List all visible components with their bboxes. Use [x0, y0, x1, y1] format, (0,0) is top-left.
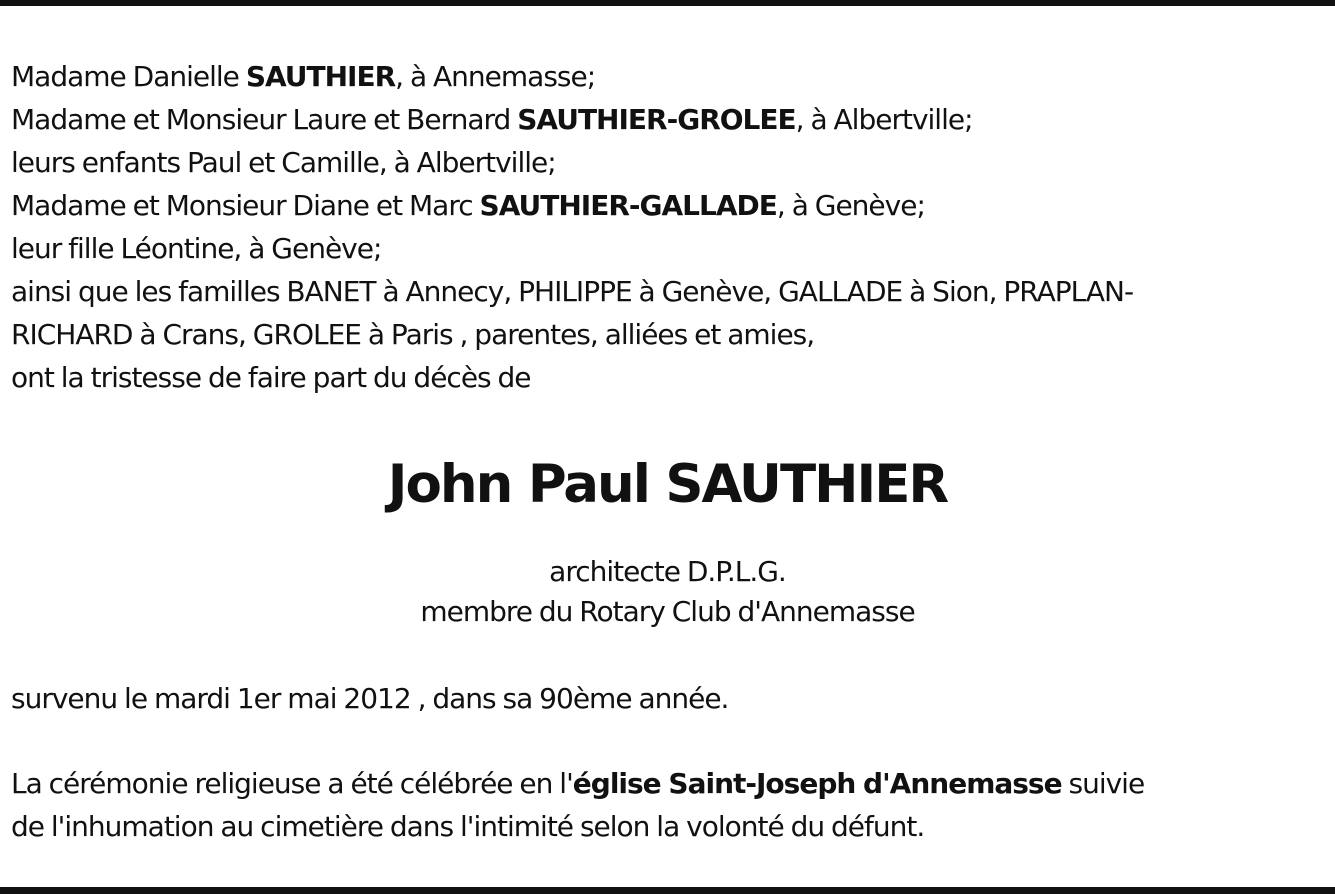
family-line-4: Madame et Monsieur Diane et Marc SAUTHIER-GALLADE, à Genève; — [11, 189, 925, 222]
ceremony-line-1: La cérémonie religieuse a été célébrée en l'église Saint-Joseph d'Annemasse suivie — [11, 767, 1145, 800]
family-line-1: Madame Danielle SAUTHIER, à Annemasse; — [11, 60, 596, 93]
ceremony-paragraph — [11, 762, 1331, 848]
family-line-3: leurs enfants Paul et Camille, à Albertville; — [11, 146, 556, 179]
date-of-death-line: survenu le mardi 1er mai 2012 , dans sa 90ème année. — [11, 682, 729, 715]
family-line-6: ainsi que les familles BANET à Annecy, PHILIPPE à Genève, GALLADE à Sion, PRAPLAN- — [11, 275, 1134, 308]
deceased-name: John Paul SAUTHIER — [387, 454, 948, 515]
family-announcement — [11, 55, 1335, 399]
title-profession: architecte D.P.L.G. — [549, 555, 786, 588]
top-border-rule — [0, 0, 1335, 6]
family-line-2: Madame et Monsieur Laure et Bernard SAUTHIER-GROLEE, à Albertville; — [11, 103, 973, 136]
bottom-border-rule — [0, 887, 1335, 894]
family-line-7: RICHARD à Crans, GROLEE à Paris , parentes, alliées et amies, — [11, 318, 815, 351]
family-line-8: ont la tristesse de faire part du décès de — [11, 361, 531, 394]
ceremony-line-2: de l'inhumation au cimetière dans l'intimité selon la volonté du défunt. — [11, 810, 925, 843]
church-name: église Saint-Joseph d'Annemasse — [572, 767, 1062, 800]
family-line-5: leur fille Léontine, à Genève; — [11, 232, 382, 265]
title-membership: membre du Rotary Club d'Annemasse — [420, 595, 915, 628]
deceased-titles — [0, 552, 1335, 632]
